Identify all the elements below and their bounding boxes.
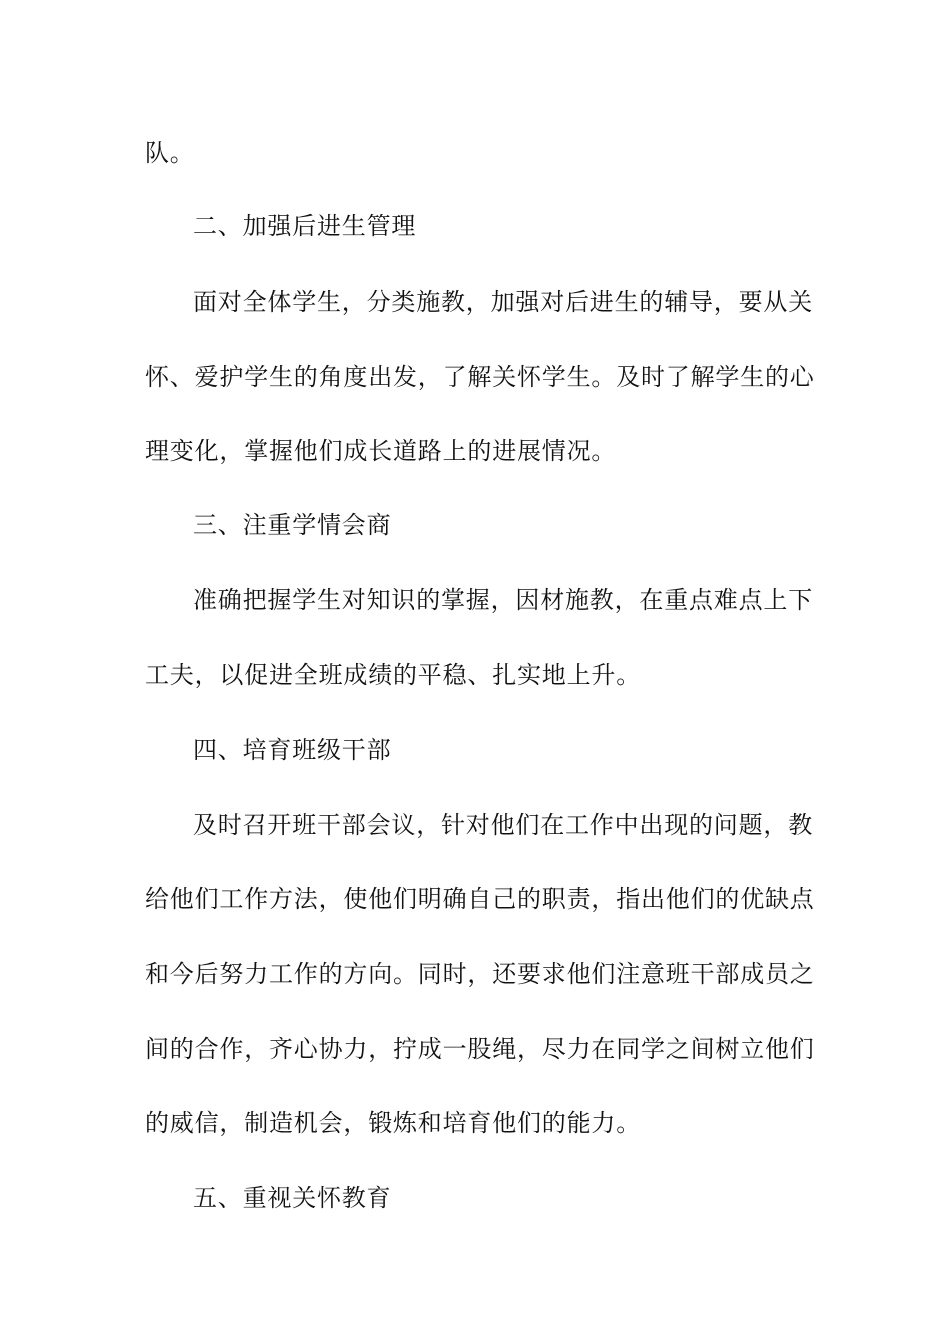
paragraph-line: 准确把握学生对知识的掌握，因材施教，在重点难点上下 — [193, 586, 813, 614]
section-heading: 五、重视关怀教育 — [193, 1184, 392, 1212]
paragraph-line: 工夫，以促进全班成绩的平稳、扎实地上升。 — [145, 661, 641, 689]
section-heading: 二、加强后进生管理 — [193, 212, 417, 240]
paragraph-line: 面对全体学生，分类施教，加强对后进生的辅导，要从关 — [193, 288, 813, 316]
paragraph-line: 给他们工作方法，使他们明确自己的职责，指出他们的优缺点 — [145, 885, 815, 913]
paragraph-line: 间的合作，齐心协力，拧成一股绳，尽力在同学之间树立他们 — [145, 1035, 815, 1063]
section-heading: 四、培育班级干部 — [193, 736, 392, 764]
section-heading: 三、注重学情会商 — [193, 511, 392, 539]
paragraph-line: 和今后努力工作的方向。同时，还要求他们注意班干部成员之 — [145, 960, 815, 988]
paragraph-line: 及时召开班干部会议，针对他们在工作中出现的问题，教 — [193, 811, 813, 839]
paragraph-line: 怀、爱护学生的角度出发，了解关怀学生。及时了解学生的心 — [145, 363, 815, 391]
paragraph-line: 队。 — [145, 139, 195, 167]
paragraph-line: 理变化，掌握他们成长道路上的进展情况。 — [145, 437, 617, 465]
paragraph-line: 的威信，制造机会，锻炼和培育他们的能力。 — [145, 1109, 641, 1137]
